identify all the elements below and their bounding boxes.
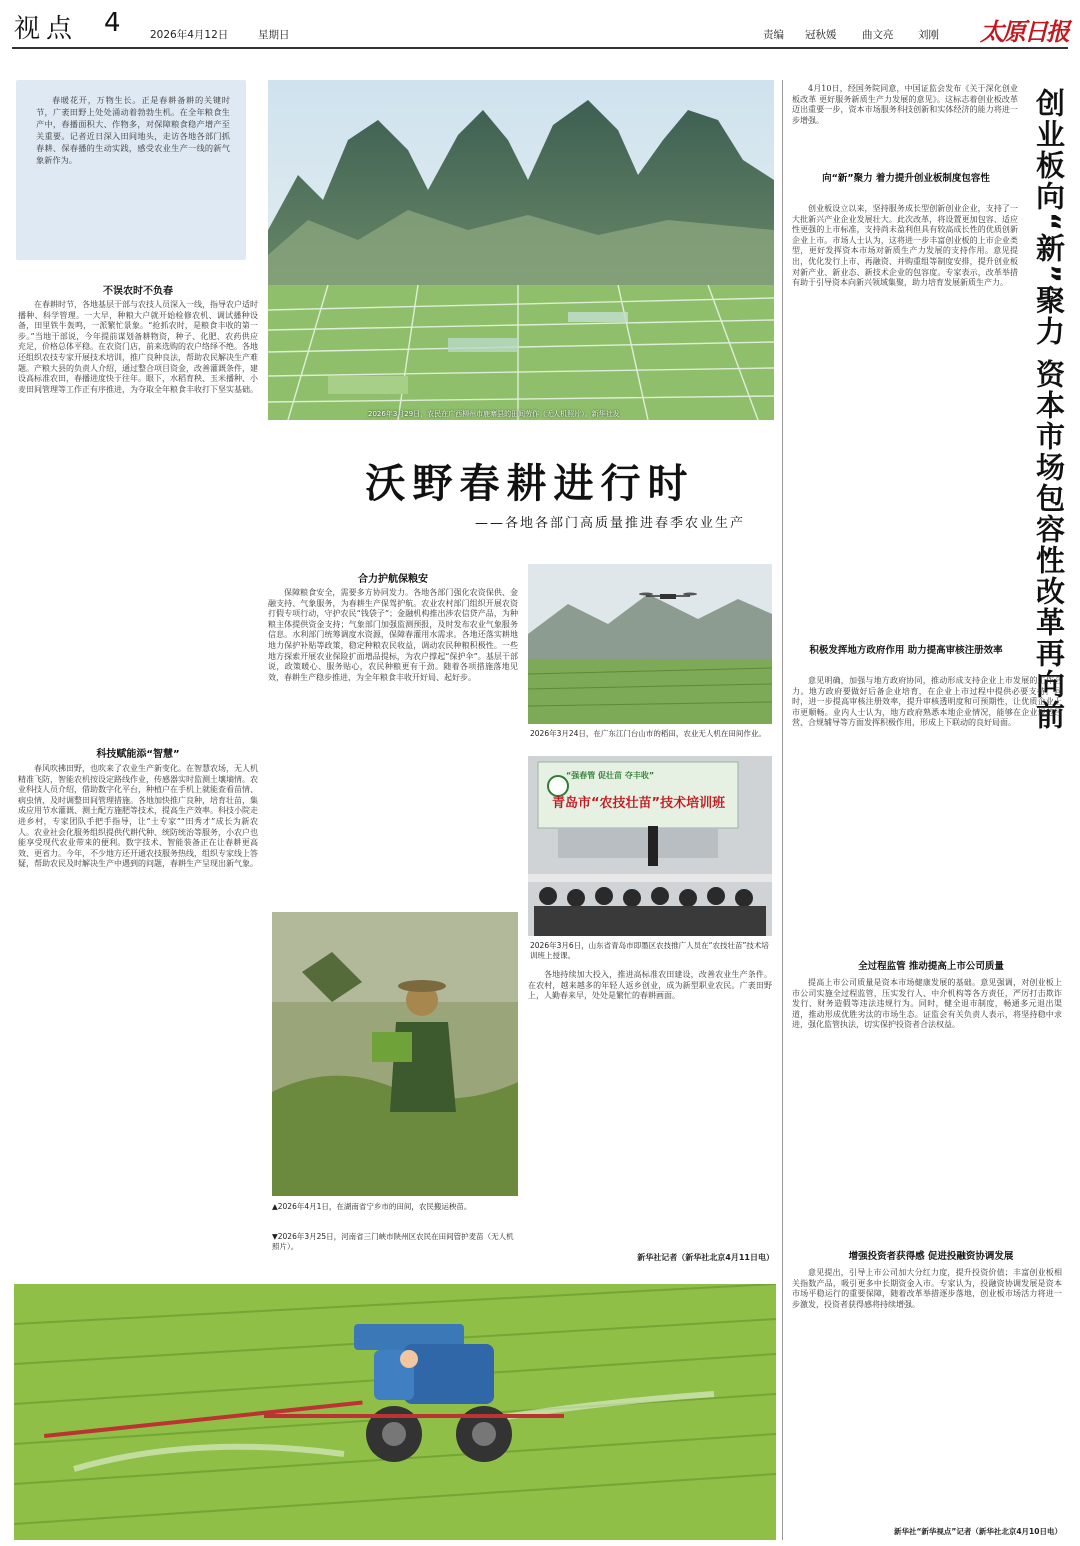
editor-name: 刘刚 [918, 29, 939, 41]
editor-name: 曲文亮 [862, 29, 894, 41]
feature-headline: 沃野春耕进行时 [365, 461, 695, 507]
section-body-1: 在春耕时节，各地基层干部与农技人员深入一线，指导农户适时播种、科学管理。一大早，种粮大户就开始检修农机、调试播种设备，田里铁牛轰鸣，一派繁忙景象。“抢抓农时，是粮食丰收的第一步。”当地干部说，今年提前谋划备耕物资，种子、化肥、农药供应充足，价格总体平稳。在农资门店，前来选购的农户络绎不绝。各地还组织农技专家开展技术培训，推广良种良法，帮助农民解决生产难题。产粮大县的负责人介绍，通过整合项目资金，改善灌溉条件，建设高标准农田，春播进度快于往年。眼下，水稻育秧、玉米播种、小麦田间管理等工作正有序推进，为夺取全年粮食丰收打下坚实基础。 [18, 300, 258, 394]
masthead [0, 0, 1080, 52]
farmer-photo-caption-a: ▲2026年4月1日，在湖南省宁乡市的田间，农民搬运秧苗。 [272, 1202, 472, 1211]
drone-photo-caption: 2026年3月24日，在广东江门台山市的稻田，农业无人机在田间作业。 [530, 729, 766, 738]
right-heading-1: 向“新”聚力 着力提升创业板制度包容性 [822, 173, 990, 184]
right-heading-2: 积极发挥地方政府作用 助力提高审核注册效率 [809, 645, 1003, 656]
column-divider [782, 80, 783, 1540]
right-heading-4: 增强投资者获得感 促进投融资协调发展 [848, 1251, 1014, 1262]
issue-date: 2026年4月12日 [150, 29, 229, 41]
editor-name: 冠秋媛 [805, 29, 837, 41]
right-body-1: 创业板设立以来，坚持服务成长型创新创业企业，支持了一大批新兴产业企业发展壮大。此次改革，将设置更加包容、适应性更强的上市标准，支持尚未盈利但具有较高成长性的优质创新企业上市。市场人士认为，这将进一步丰富创业板的上市企业类型，更好发挥资本市场对新质生产力发展的支持作用。意见提出，优化发行上市、再融资、并购重组等制度安排，提升创业板对新产业、新业态、新技术企业的包容度。专家表示，改革举措有助于引导资本向新兴领域集聚，助力培育发展新质生产力。 [792, 204, 1018, 288]
section-heading-2: 科技赋能添“智慧” [96, 749, 180, 760]
banner-slogan: “强春管 促壮苗 夺丰收” [566, 771, 655, 780]
training-photo-caption: 2026年3月6日，山东省青岛市即墨区农技推广人员在“农技壮苗”技术培训班上授课。 [530, 941, 769, 960]
byline-1: 新华社记者（新华社北京4月11日电） [637, 1253, 774, 1262]
right-intro: 4月10日，经国务院同意，中国证监会发布《关于深化创业板改革 更好服务新质生产力发展的意见》。这标志着创业板改革迈出重要一步，资本市场服务科技创新和实体经济的能力将进一步增强。 [792, 84, 1018, 125]
farmer-photo-caption-b: ▼2026年3月25日，河南省三门峡市陕州区农民在田间管护麦苗（无人机照片）。 [272, 1232, 514, 1251]
lead-intro-text: 春暖花开，万物生长。正是春耕备耕的关键时节，广袤田野上处处涌动着勃勃生机。在全年粮食生产中，春播面积大、作物多，对保障粮食稳产增产至关重要。记者近日深入田间地头，走访各地各部门抓春耕、保春播的生动实践，感受农业生产一线的新气象新作为。 [36, 95, 230, 165]
editor-role: 责编 [763, 29, 784, 41]
masthead-divider [12, 47, 1068, 49]
farmer-seedlings-photo [272, 912, 518, 1196]
right-headline: 创业板向“新”聚力 资本市场包容性改革再向前 [1032, 88, 1066, 732]
section-name: 视点 [14, 14, 79, 44]
top-photo-caption: 2026年3月29日，农民在广西柳州市鹿寨县的田间劳作（无人机照片）。新华社发 [368, 410, 620, 418]
section-heading-1: 不误农时不负春 [103, 286, 173, 297]
right-body-2: 意见明确，加强与地方政府协同，推动形成支持企业上市发展的工作合力。地方政府要做好后备企业培育，在企业上市过程中提供必要支持。同时，进一步提高审核注册效率，提升审核透明度和可预期性，让优质企业上市更顺畅。业内人士认为，地方政府熟悉本地企业情况，能够在企业规范经营、合规辅导等方面发挥积极作用，形成上下联动的良好局面。 [792, 676, 1062, 728]
right-body-3: 提高上市公司质量是资本市场健康发展的基础。意见强调，对创业板上市公司实施全过程监管，压实发行人、中介机构等各方责任，严厉打击欺诈发行、财务造假等违法违规行为。同时，健全退市制度，畅通多元退出渠道，推动形成优胜劣汰的市场生态。证监会有关负责人表示，将坚持稳中求进，强化监管执法，切实保护投资者合法权益。 [792, 978, 1062, 1030]
right-body-4: 意见提出，引导上市公司加大分红力度，提升投资价值；丰富创业板相关指数产品，吸引更多中长期资金入市。专家认为，投融资协调发展是资本市场平稳运行的重要保障，随着改革举措逐步落地，创业板市场活力将进一步激发，投资者获得感将持续增强。 [792, 1268, 1062, 1309]
training-session-photo [528, 756, 772, 936]
feature-subheadline: ——各地各部门高质量推进春季农业生产 [475, 516, 746, 531]
drone-spraying-photo [528, 564, 772, 724]
lead-intro-box [16, 80, 246, 260]
section-body-3b: 各地持续加大投入，推进高标准农田建设，改善农业生产条件。在农村，越来越多的年轻人返乡创业，成为新型职业农民。广袤田野上，人勤春来早，处处是繁忙的春耕画面。 [528, 970, 772, 1001]
tractor-spraying-photo [14, 1284, 776, 1540]
section-body-2: 春风吹拂田野，也吹来了农业生产新变化。在智慧农场，无人机精准飞防，智能农机按设定路线作业，传感器实时监测土壤墒情。农业科技人员介绍，借助数字化平台，种植户在手机上就能查看苗情、病虫情，及时调整田间管理措施。各地加快推广良种，培育壮苗，集成应用节水灌溉、测土配方施肥等技术，提高生产效率。科技小院走进乡村，专家团队手把手指导，让“土专家”“田秀才”成长为新农人。农业社会化服务组织提供代耕代种、统防统治等服务，小农户也能享受现代农业带来的便利。数字技术、智能装备正在让春耕更高效、更省力。今年，不少地方还开通农技服务热线，组织专家线上答疑，帮助农民及时解决生产中遇到的问题，春耕生产呈现出新气象。 [18, 764, 258, 869]
section-body-3: 保障粮食安全，需要多方协同发力。各地各部门强化农资保供、金融支持、气象服务，为春耕生产保驾护航。农业农村部门组织开展农资打假专项行动，守护农民“钱袋子”；金融机构推出涉农信贷产品，为种粮主体提供资金支持；气象部门加强监测预报，及时发布农业气象服务信息。水利部门统筹调度水资源，保障春灌用水需求。各地还落实耕地地力保护补贴等政策，稳定种粮农民收益，调动农民种粮积极性。一些地方探索开展农业保险扩面增品提标，为农户撑起“保护伞”。基层干部说，政策暖心、服务贴心，农民种粮更有干劲。随着各项措施落地见效，春耕生产稳步推进，为全年粮食丰收开好局、起好步。 [268, 588, 518, 682]
byline-2: 新华社“新华视点”记者（新华社北京4月10日电） [893, 1527, 1062, 1536]
paper-logo: 太原日报 [980, 17, 1068, 46]
issue-weekday: 星期日 [258, 29, 290, 41]
banner-title: 青岛市“农技壮苗”技术培训班 [552, 796, 726, 811]
page-number: 4 [104, 8, 121, 38]
karst-farmland-photo [268, 80, 774, 420]
section-heading-3: 合力护航保粮安 [358, 574, 428, 585]
right-heading-3: 全过程监管 推动提高上市公司质量 [858, 961, 1004, 972]
